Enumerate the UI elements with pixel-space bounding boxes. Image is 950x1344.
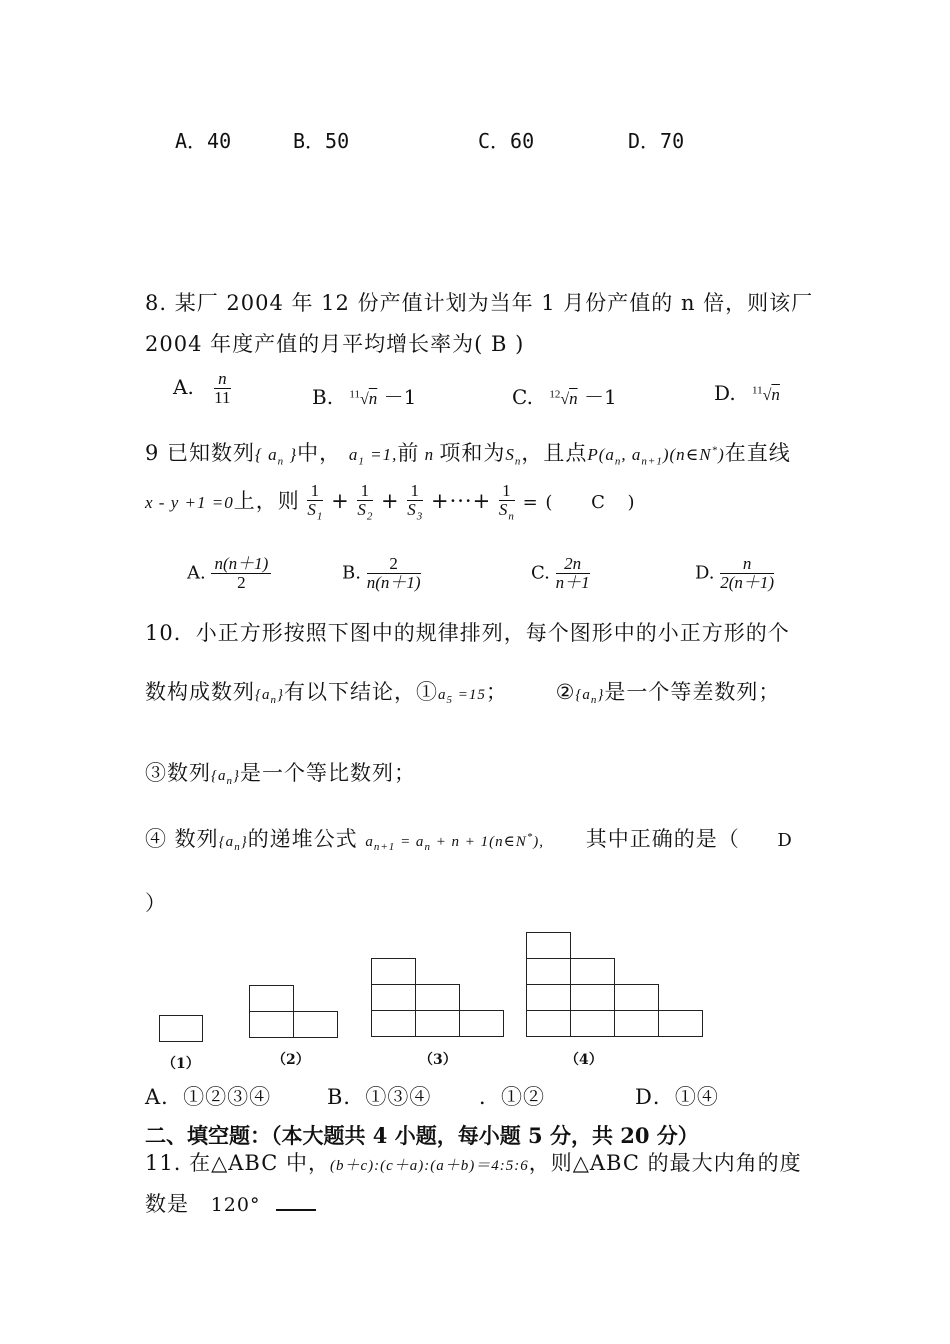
q9-line2: x - y +1 =0上，则 $\frac{1}{S_1}$ + $\frac{1}{S_2}$ + $\frac{1}{S_3}$ +···+ $\frac{1}{S_n}$ = ( C ) — [145, 481, 636, 523]
q8-option-b: B. $^{11}$√n －1 — [312, 385, 417, 409]
q10-option-a: A．①②③④ — [145, 1085, 272, 1109]
q10-option-c: ．①② — [479, 1085, 545, 1109]
q11-line2: 数是 120° — [145, 1188, 316, 1218]
q7-option-d: D．70 — [628, 129, 685, 153]
figure-2-label: （2） — [272, 1052, 310, 1068]
q10-line1: 10．小正方形按照下图中的规律排列，每个图形中的小正方形的个 — [145, 621, 790, 645]
q7-option-b: B．50 — [293, 129, 350, 153]
q9-answer: C — [591, 491, 606, 513]
figure-3-label: （3） — [419, 1052, 457, 1068]
q10-line3: ③数列$\{a_n\}$是一个等比数列； — [145, 761, 416, 787]
q10-option-b: B．①③④ — [327, 1085, 432, 1109]
q10-line2: 数构成数列$\{a_n\}$有以下结论，$①a_5 =15$； $②\{a_n\}$是一个等差数列； — [145, 680, 781, 706]
q8-option-d: D. $^{11}$√n — [714, 381, 780, 405]
q9-option-c: C. $\frac{2n}{n+1}$ — [531, 554, 590, 592]
q7-option-c: C．60 — [478, 129, 535, 153]
q8-line2: 2004 年度产值的月平均增长率为( B ) — [145, 332, 525, 356]
figure-4-label: （4） — [565, 1052, 603, 1068]
q9-option-a: A. $\frac{n(n+1)}{2}$ — [187, 555, 271, 592]
q9-line1: 9 已知数列{ $a_n$ }中， $a_1 =1$,前 n 项和为$S_n$，且点$P(a_n$, $a_{n+1})(n\in N^*)$在直线 — [145, 441, 791, 468]
q8-line1: 8. 某厂 2004 年 12 份产值计划为当年 1 月份产值的 n 倍，则该厂 — [145, 291, 814, 315]
q10-line5: ） — [145, 891, 167, 915]
q9-option-d: D. $\frac{n}{2(n+1)}$ — [695, 554, 775, 592]
q10-option-d: D．①④ — [635, 1085, 719, 1109]
q9-option-b: B. $\frac{2}{n(n+1)}$ — [342, 554, 421, 592]
figure-1-label: （1） — [162, 1056, 200, 1072]
q11-line1: 11. 在△ABC 中，(b＋c):(c＋a):(a＋b)＝4:5:6，则△ABC 的最大内角的度 — [145, 1151, 802, 1175]
q11-answer: 120° — [210, 1194, 261, 1216]
section-heading: 二、填空题：（本大题共 4 小题，每小题 5 分，共 20 分） — [145, 1123, 699, 1148]
q7-option-a: A．40 — [175, 129, 232, 153]
q8-option-c: C. $^{12}$√n －1 — [512, 385, 617, 409]
q10-line4: ④ 数列$\{a_n\}$的递堆公式 $a_{n+1} = a_n + n$ + 1(n∈N*), 其中正确的是（ D — [145, 827, 793, 853]
q8-option-a: A. $\frac{n}{11}$ — [173, 369, 231, 407]
